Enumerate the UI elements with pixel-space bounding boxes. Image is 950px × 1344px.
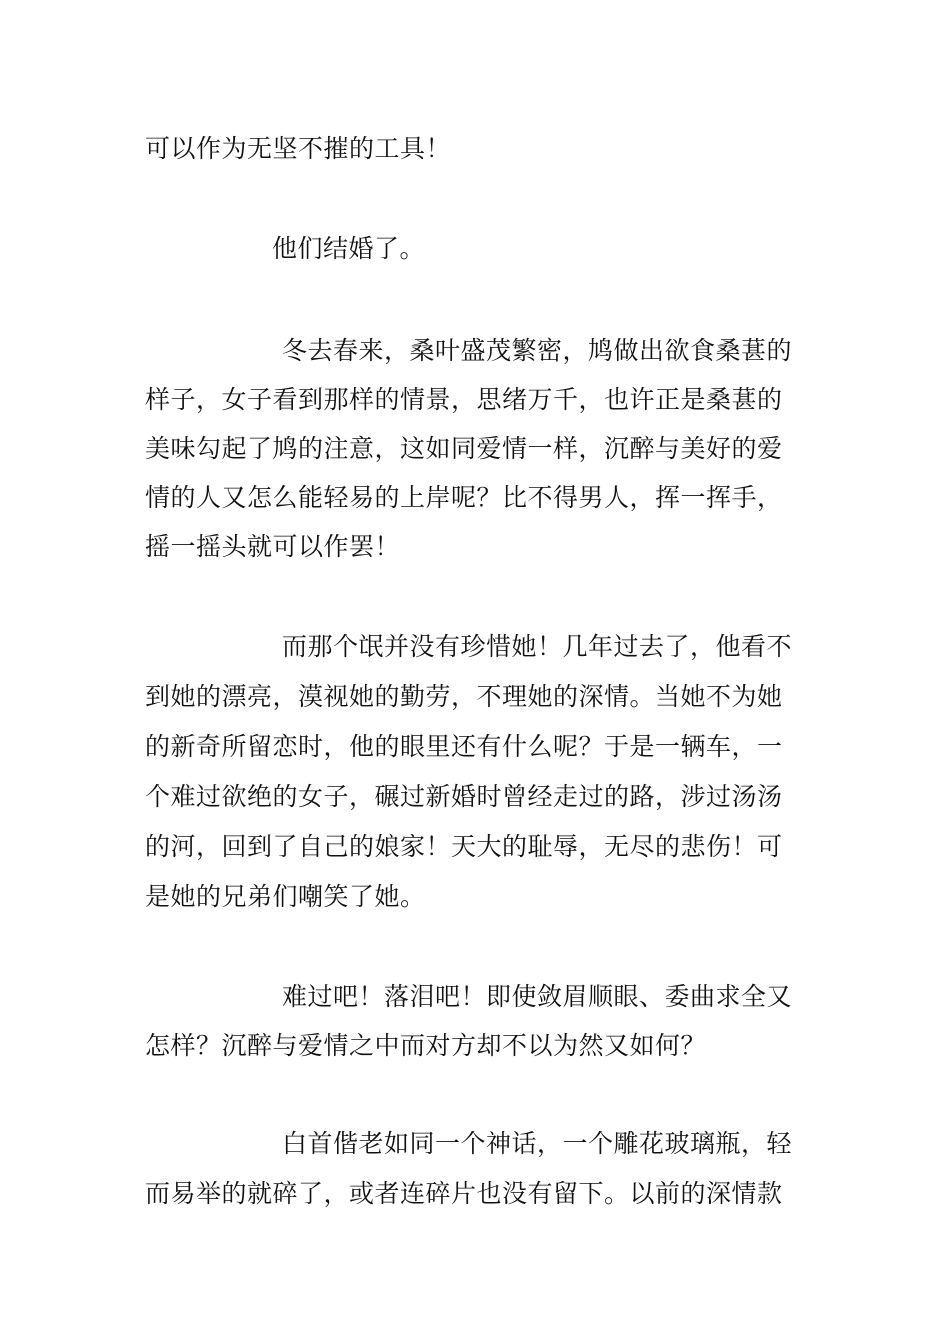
text-line: 可以作为无坚不摧的工具！ [145, 134, 452, 163]
text-line: 情的人又怎么能轻易的上岸呢？比不得男人，挥一挥手， [145, 483, 783, 512]
text-line: 个难过欲绝的女子，碾过新婚时曾经走过的路，涉过汤汤 [145, 782, 783, 811]
text-line: 的新奇所留恋时，他的眼里还有什么呢？于是一辆车，一 [145, 732, 783, 761]
paragraph-start-line: 而那个氓并没有珍惜她！几年过去了，他看不 [282, 632, 793, 661]
paragraph-start-line: 难过吧！落泪吧！即使敛眉顺眼、委曲求全又 [282, 982, 793, 1011]
paragraph-start-line: 白首偕老如同一个神话，一个雕花玻璃瓶，轻 [282, 1129, 793, 1158]
text-line: 摇一摇头就可以作罢！ [145, 532, 401, 561]
text-line: 到她的漂亮，漠视她的勤劳，不理她的深情。当她不为她 [145, 682, 783, 711]
text-line: 而易举的就碎了，或者连碎片也没有留下。以前的深情款 [145, 1179, 783, 1208]
text-line: 的河，回到了自己的娘家！天大的耻辱，无尽的悲伤！可 [145, 832, 783, 861]
text-line: 是她的兄弟们嘲笑了她。 [145, 882, 426, 911]
text-line: 样子，女子看到那样的情景，思绪万千，也许正是桑葚的 [145, 385, 783, 414]
text-line: 他们结婚了。 [272, 234, 426, 263]
text-line: 美味勾起了鸠的注意，这如同爱情一样，沉醉与美好的爱 [145, 434, 783, 463]
text-line: 怎样？沉醉与爱情之中而对方却不以为然又如何？ [145, 1031, 707, 1060]
paragraph-start-line: 冬去春来，桑叶盛茂繁密，鸠做出欲食桑葚的 [282, 336, 793, 365]
